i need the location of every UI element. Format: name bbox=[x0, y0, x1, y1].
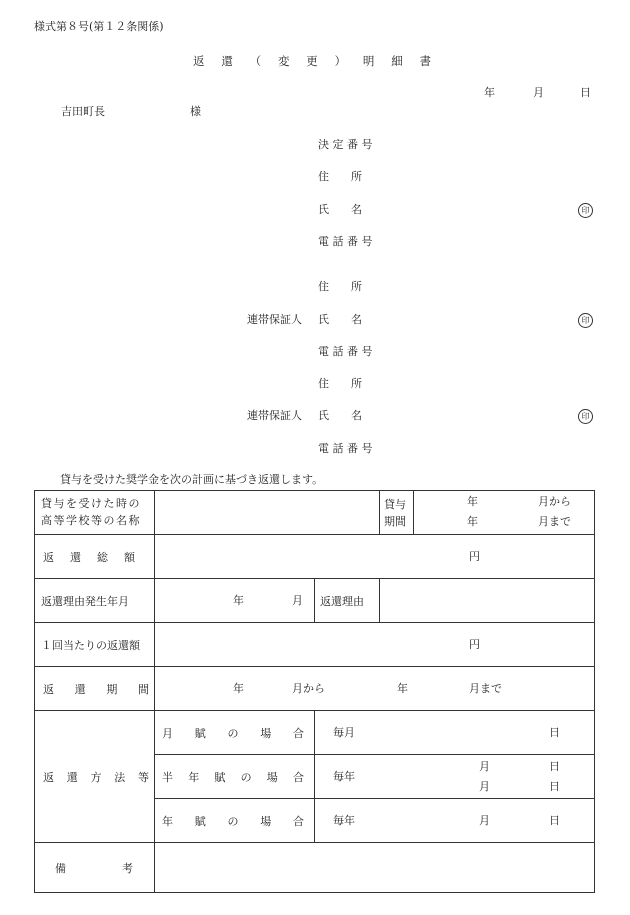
title-char: 書 bbox=[419, 54, 431, 68]
guarantor2-name-label: 氏 名 bbox=[318, 409, 362, 422]
period-label-cell bbox=[380, 491, 414, 535]
table-row bbox=[35, 843, 595, 893]
guarantor2-address-label: 住 所 bbox=[318, 377, 362, 390]
label-char: の bbox=[240, 770, 252, 784]
annual-label-cell bbox=[155, 799, 315, 843]
label-char: 還 bbox=[74, 682, 86, 696]
every-month-label: 毎月 bbox=[333, 726, 355, 739]
label-char: 考 bbox=[122, 861, 133, 875]
label-char: 方 bbox=[90, 770, 102, 784]
period-from-year: 年 bbox=[467, 495, 478, 508]
title-char: （ bbox=[249, 54, 262, 68]
yen-unit: 円 bbox=[469, 638, 480, 651]
month-unit: 月 bbox=[479, 814, 490, 827]
every-year-label: 毎年 bbox=[333, 770, 355, 783]
period-field[interactable] bbox=[414, 491, 595, 535]
yen-unit: 円 bbox=[469, 550, 480, 563]
guarantor1-name-label: 氏 名 bbox=[318, 313, 362, 326]
school-label-cell bbox=[35, 491, 155, 535]
table-row bbox=[35, 667, 595, 711]
period-to-month: 月まで bbox=[538, 515, 571, 528]
statement: 貸与を受けた奨学金を次の計画に基づき返還します。 bbox=[60, 473, 324, 486]
day-unit: 日 bbox=[549, 814, 560, 827]
label-char: 間 bbox=[137, 682, 149, 696]
label-char: 合 bbox=[293, 814, 304, 828]
label-char: 還 bbox=[70, 550, 81, 564]
reason-year-unit: 年 bbox=[233, 594, 244, 607]
label-char: 返 bbox=[43, 770, 54, 784]
title-char: 返 bbox=[193, 54, 205, 68]
reason-field[interactable] bbox=[380, 579, 595, 623]
applicant-phone-label: 電 話 番 号 bbox=[318, 235, 373, 248]
seal-mark: 印 bbox=[578, 409, 593, 424]
repay-period-field[interactable] bbox=[155, 667, 595, 711]
period-label-line1: 貸与 bbox=[384, 498, 406, 511]
day-unit: 日 bbox=[549, 760, 560, 773]
semiannual-field[interactable] bbox=[315, 755, 595, 799]
title-char: 更 bbox=[306, 54, 318, 68]
document-title bbox=[193, 56, 431, 68]
method-label-cell bbox=[35, 711, 155, 843]
annual-field[interactable] bbox=[315, 799, 595, 843]
applicant-address-label: 住 所 bbox=[318, 170, 362, 183]
school-label-line2: 高等学校等の名称 bbox=[41, 514, 141, 527]
label-char: 返 bbox=[43, 682, 54, 696]
addressee-honorific: 様 bbox=[190, 105, 201, 118]
reason-date-label-cell bbox=[35, 579, 155, 623]
guarantor2-phone-label: 電 話 番 号 bbox=[318, 442, 373, 455]
reason-month-unit: 月 bbox=[292, 594, 303, 607]
monthly-label-cell bbox=[155, 711, 315, 755]
repayment-table bbox=[34, 490, 595, 893]
label-char: 年 bbox=[162, 814, 173, 828]
table-row bbox=[35, 623, 595, 667]
school-label-text: 貸与を受けた時の bbox=[41, 497, 141, 510]
per-payment-label: １回当たりの返還額 bbox=[41, 638, 140, 652]
reason-date-label: 返還理由発生年月 bbox=[41, 594, 129, 608]
label-char: 総 bbox=[97, 550, 108, 564]
day-unit: 日 bbox=[549, 726, 560, 739]
semiannual-label-cell bbox=[155, 755, 315, 799]
from-month-unit: 月から bbox=[292, 682, 325, 695]
period-from-month: 月から bbox=[538, 495, 571, 508]
decision-number-label: 決 定 番 号 bbox=[318, 138, 373, 151]
until-month-unit: 月まで bbox=[469, 682, 502, 695]
table-row bbox=[35, 491, 595, 535]
month-unit: 月 bbox=[479, 760, 490, 773]
guarantor2-role: 連帯保証人 bbox=[247, 409, 302, 422]
date-year: 年 bbox=[484, 86, 495, 99]
reason-label-cell bbox=[315, 579, 380, 623]
label-char: 合 bbox=[292, 770, 304, 784]
guarantor1-role: 連帯保証人 bbox=[247, 313, 302, 326]
label-char: 期 bbox=[106, 682, 118, 696]
reason-label: 返還理由 bbox=[320, 594, 364, 608]
title-char: 明 bbox=[362, 54, 375, 68]
seal-mark: 印 bbox=[578, 313, 593, 328]
until-year-unit: 年 bbox=[397, 682, 408, 695]
day-unit: 日 bbox=[549, 780, 560, 793]
label-char: 賦 bbox=[194, 726, 206, 740]
per-payment-field[interactable] bbox=[155, 623, 595, 667]
label-char: 法 bbox=[114, 770, 126, 784]
label-char: 賦 bbox=[194, 814, 206, 828]
repay-period-label-cell bbox=[35, 667, 155, 711]
form-number: 様式第８号(第１２条関係) bbox=[34, 20, 164, 33]
label-char: 合 bbox=[293, 726, 304, 740]
per-payment-label-cell bbox=[35, 623, 155, 667]
total-label-cell bbox=[35, 535, 155, 579]
reason-date-field[interactable] bbox=[155, 579, 315, 623]
title-char: 変 bbox=[277, 54, 290, 68]
total-amount-field[interactable] bbox=[155, 535, 595, 579]
school-name-field[interactable] bbox=[155, 491, 380, 535]
title-char: 還 bbox=[221, 54, 233, 68]
label-char: 年 bbox=[188, 770, 200, 784]
school-label-line1 bbox=[41, 498, 149, 509]
every-year-label: 毎年 bbox=[333, 814, 355, 827]
label-char: 場 bbox=[260, 726, 272, 740]
date-day: 日 bbox=[580, 86, 591, 99]
title-char: 細 bbox=[391, 54, 403, 68]
label-char: 返 bbox=[43, 550, 54, 564]
from-year-unit: 年 bbox=[233, 682, 244, 695]
label-char: 還 bbox=[66, 770, 78, 784]
label-char: 半 bbox=[162, 770, 173, 784]
label-char: 備 bbox=[55, 861, 66, 875]
label-char: の bbox=[227, 814, 239, 828]
applicant-name-label: 氏 名 bbox=[318, 203, 362, 216]
label-char: の bbox=[227, 726, 239, 740]
table-row bbox=[35, 579, 595, 623]
addressee-name: 吉田町長 bbox=[61, 105, 105, 118]
monthly-field[interactable] bbox=[315, 711, 595, 755]
period-to-year: 年 bbox=[467, 515, 478, 528]
table-row bbox=[35, 535, 595, 579]
label-char: 額 bbox=[124, 550, 135, 564]
month-unit: 月 bbox=[479, 780, 490, 793]
remarks-field[interactable] bbox=[155, 843, 595, 893]
date-month: 月 bbox=[533, 86, 544, 99]
label-char: 場 bbox=[260, 814, 272, 828]
label-char: 賦 bbox=[214, 770, 226, 784]
period-label-line2: 期間 bbox=[384, 515, 406, 528]
guarantor1-address-label: 住 所 bbox=[318, 280, 362, 293]
guarantor1-phone-label: 電 話 番 号 bbox=[318, 345, 373, 358]
remarks-label-cell bbox=[35, 843, 155, 893]
table-row bbox=[35, 711, 595, 755]
title-char: ） bbox=[334, 54, 347, 68]
seal-mark: 印 bbox=[578, 203, 593, 218]
label-char: 場 bbox=[266, 770, 278, 784]
label-char: 月 bbox=[162, 726, 173, 740]
label-char: 等 bbox=[138, 770, 149, 784]
